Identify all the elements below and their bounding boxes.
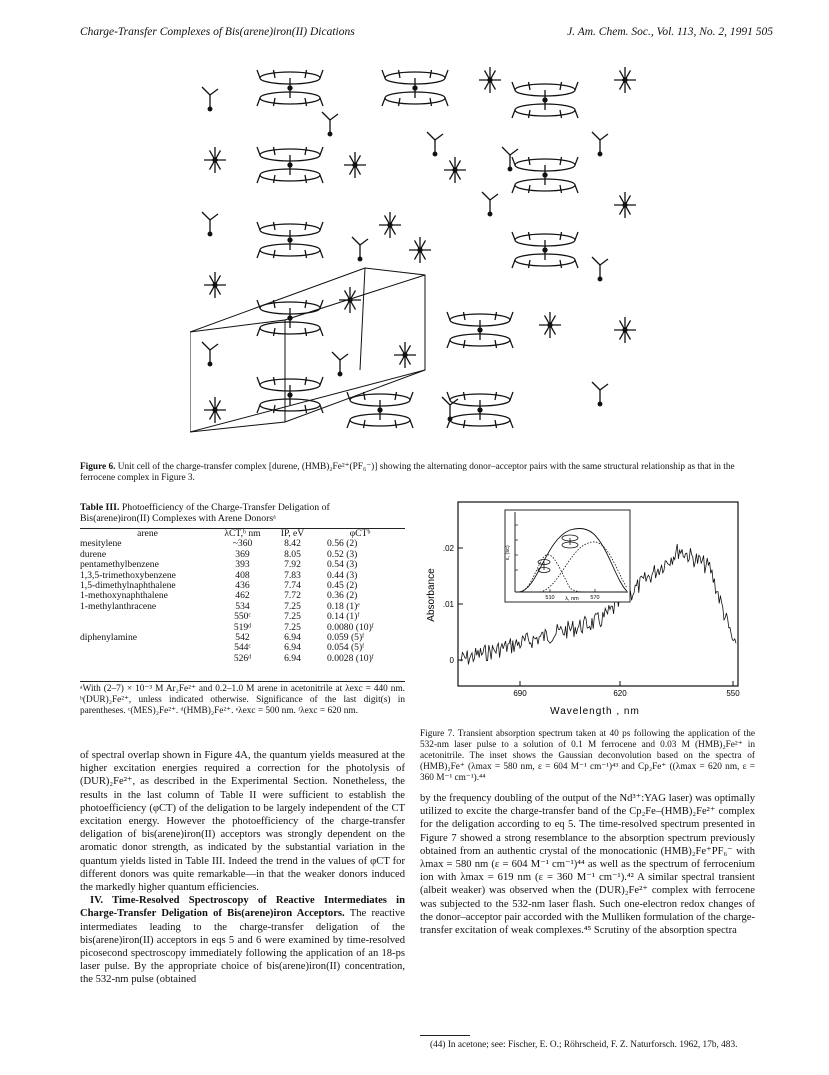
right-column xyxy=(420,792,755,937)
cell-arene: 1-methylanthracene xyxy=(80,600,157,612)
section-heading: IV. Time-Resolved Spectroscopy of Reactive Intermediates in Charge-Transfer Deligation of Bis(arene)iron Acceptors. xyxy=(80,895,405,920)
y-tick-label: .01 xyxy=(442,600,454,609)
cell-phi: 0.0028 (10)ᶠ xyxy=(327,652,374,664)
cell-arene: pentamethylbenzene xyxy=(80,559,159,571)
figure6-label: Figure 6. xyxy=(80,462,116,472)
table3-label: Table III. xyxy=(80,502,120,513)
cell-lambda: ~360 xyxy=(232,538,253,550)
cell-arene: 1-methoxynaphthalene xyxy=(80,590,168,602)
cell-arene xyxy=(80,654,215,664)
col-header-arene: arene xyxy=(137,528,158,539)
cell-ip: 7.83 xyxy=(284,569,301,581)
cell-ip: 6.94 xyxy=(284,642,301,654)
cell-ip: 8.42 xyxy=(284,538,301,550)
cell-arene: durene xyxy=(80,548,107,560)
cell-lambda: 408 xyxy=(235,569,250,581)
cell-lambda: 534 xyxy=(235,600,250,612)
cell-arene: 1,5-dimethylnaphthalene xyxy=(80,580,176,592)
cell-ip: 7.25 xyxy=(284,600,301,612)
figure7-caption-text: Transient absorption spectrum taken at 40 ps following the application of the 532-nm laser pulse to a solution of 0.1 M ferrocene and 0.03 M (HMB)₂Fe²⁺ in acetonitrile. The inset shows the Gaussian deconvolution based on the spectra of (HMB)₂Fe⁺ (λmax = 580 nm, ε = 604 M⁻¹ cm⁻¹)⁴³ and Cp₂Fe⁺ ((λmax = 620 nm, ε = 360 M⁻¹ cm⁻¹).⁴⁴ xyxy=(420,729,756,783)
col-header-lambda: λCT,ᵇ nm xyxy=(224,528,261,539)
figure7-chart xyxy=(420,500,760,725)
x-tick-label: 550 xyxy=(726,689,740,698)
cell-arene: diphenylamine xyxy=(80,632,138,644)
cell-ip: 7.25 xyxy=(284,611,301,623)
table3-title-text: Photoefficiency of the Charge-Transfer Deligation of Bis(arene)iron(II) Complexes with Arene Donorsᵃ xyxy=(80,502,330,524)
cell-arene: 1,3,5-trimethoxybenzene xyxy=(80,569,176,581)
col-header-ip: IP, eV xyxy=(280,528,305,539)
cell-lambda: 519ᵈ xyxy=(233,621,252,633)
figure7-inset xyxy=(505,510,630,602)
left-column xyxy=(80,749,405,987)
cell-phi: 0.52 (3) xyxy=(327,548,358,560)
x-tick-label: 690 xyxy=(513,689,527,698)
cell-lambda: 436 xyxy=(235,580,250,592)
cell-phi: 0.36 (2) xyxy=(327,590,358,602)
cell-phi: 0.059 (5)ᶠ xyxy=(327,632,365,644)
cell-ip: 7.25 xyxy=(284,621,301,633)
cell-phi: 0.0080 (10)ᶠ xyxy=(327,621,374,633)
cell-phi: 0.56 (2) xyxy=(327,538,358,550)
cell-arene: mesitylene xyxy=(80,538,122,550)
figure6-crystal-structure xyxy=(190,60,650,455)
figure7-label: Figure 7. xyxy=(420,729,455,739)
table3 xyxy=(80,529,405,664)
cell-phi: 0.44 (3) xyxy=(327,569,358,581)
cell-ip: 7.72 xyxy=(284,590,301,602)
cell-phi: 0.054 (5)ᶠ xyxy=(327,642,365,654)
y-tick-label: .02 xyxy=(442,544,454,553)
cell-lambda: 462 xyxy=(235,590,250,602)
cell-ip: 6.94 xyxy=(284,632,301,644)
cell-lambda: 550ᶜ xyxy=(234,611,251,623)
cell-phi: 0.45 (2) xyxy=(327,580,358,592)
cell-phi: 0.18 (1)ᵉ xyxy=(327,600,360,612)
table-row xyxy=(80,654,405,664)
running-header-right: J. Am. Chem. Soc., Vol. 113, No. 2, 1991 505 xyxy=(567,26,773,38)
x-tick-label: 620 xyxy=(613,689,627,698)
cell-ip: 6.94 xyxy=(284,652,301,664)
figure7-caption xyxy=(420,729,755,784)
cell-arene xyxy=(80,612,215,622)
figure6-caption xyxy=(80,462,760,484)
cell-lambda: 393 xyxy=(235,559,250,571)
cell-phi: 0.54 (3) xyxy=(327,559,358,571)
figure6-caption-text: Unit cell of the charge-transfer complex [durene, (HMB)₂Fe²⁺(PF₆⁻)] showing the alternating donor–acceptor pairs with the same structural relationship as that in the ferrocene complex in Figure 3. xyxy=(80,462,735,483)
cell-lambda: 526ᵈ xyxy=(233,652,252,664)
cell-ip: 7.92 xyxy=(284,559,301,571)
x-axis-label: Wavelength , nm xyxy=(550,706,640,717)
table3-title xyxy=(80,502,400,524)
running-header-left: Charge-Transfer Complexes of Bis(arene)iron(II) Dications xyxy=(80,26,355,38)
cell-ip: 7.74 xyxy=(284,580,301,592)
inset-x-tick: 570 xyxy=(590,595,600,601)
cell-lambda: 369 xyxy=(235,548,250,560)
cell-ip: 8.05 xyxy=(284,548,301,560)
cell-phi: 0.14 (1)ᶠ xyxy=(327,611,360,623)
left-paragraph-2: The reactive intermediates leading to the charge-transfer deligation of the bis(arene)iron(II) acceptors in eqs 5 and 6 were examined by time-resolved picosecond spectroscopy immediately following the application of an 18-ps laser pulse. By the appropriate choice of bis(arene)iron(II) concentration, the 532-nm pulse (obtained xyxy=(80,908,405,986)
footnote-44: (44) In acetone; see: Fischer, E. O.; Röhrscheid, F. Z. Naturforsch. 1962, 17b, 483. xyxy=(430,1040,738,1050)
table3-footnote: ᵃWith (2–7) × 10⁻³ M Ar₂Fe²⁺ and 0.2–1.0 M arene in acetonitrile at λexc = 440 nm. ᵇ(DUR)₂Fe²⁺, unless indicated otherwise. Significance of the last digit(s) in parentheses. ᶜ(MES)₂Fe²⁺. ᵈ(HMB)₂Fe²⁺. ᵉλexc = 500 nm. ᶠλexc = 620 nm. xyxy=(80,684,405,716)
cell-arene xyxy=(80,643,215,653)
left-paragraph-1: of spectral overlap shown in Figure 4A, the quantum yields measured at the higher excitation energies required a correction for the photolysis of (DUR)₂Fe²⁺, as described in the Experimental Section. Nonetheless, the results in the last column of Table II were sufficient to establish the photoefficiency (φCT) of the deligation to be largely independent of the CT excitation energy. However the photoefficiency of the charge-transfer deligation of bis(arene)iron(II) acceptors was strongly dependent on the aromatic donor strength, as indicated by the substantial variation in the quantum yields listed in Table III. Indeed the trend in the values of φCT for different donors was quite remarkable—in that the weaker donors induced the markedly higher quantum efficiencies. xyxy=(80,750,405,894)
inset-y-label: ε, (sc) xyxy=(505,545,511,560)
cell-lambda: 542 xyxy=(235,632,250,644)
y-axis-label: Absorbance xyxy=(426,568,437,622)
inset-x-label: λ, nm xyxy=(565,596,579,602)
y-tick-label: 0 xyxy=(449,656,454,665)
inset-x-tick: 510 xyxy=(545,595,555,601)
right-paragraph-1: by the frequency doubling of the output of the Nd³⁺:YAG laser) was optimally utilized to excite the charge-transfer band of the Cp₂Fe–(HMB)₂Fe²⁺ complex for the deligation according to eq 5. The time-resolved spectrum presented in Figure 7 showed a strong resemblance to the absorption spectrum previously obtained from an authentic crystal of the monocationic (HMB)₂Fe⁺PF₆⁻ with λmax = 580 nm (ε = 604 M⁻¹ cm⁻¹)⁴⁴ as well as the spectrum of ferrocenium ion with λmax = 619 nm (ε = 360 M⁻¹ cm⁻¹).⁴² A similar spectral transient (albeit weaker) was observed when the (DUR)₂Fe²⁺ complex with ferrocene was subjected to the 532-nm laser flash. Such one-electron redox changes of the donor–acceptor pair accorded with the Mulliken formulation of the charge-transfer excitation of weak complexes.⁴⁵ Scrutiny of the absorption spectra xyxy=(420,793,755,937)
col-header-phi: φCTᵇ xyxy=(349,528,371,539)
cell-lambda: 544ᶜ xyxy=(234,642,251,654)
